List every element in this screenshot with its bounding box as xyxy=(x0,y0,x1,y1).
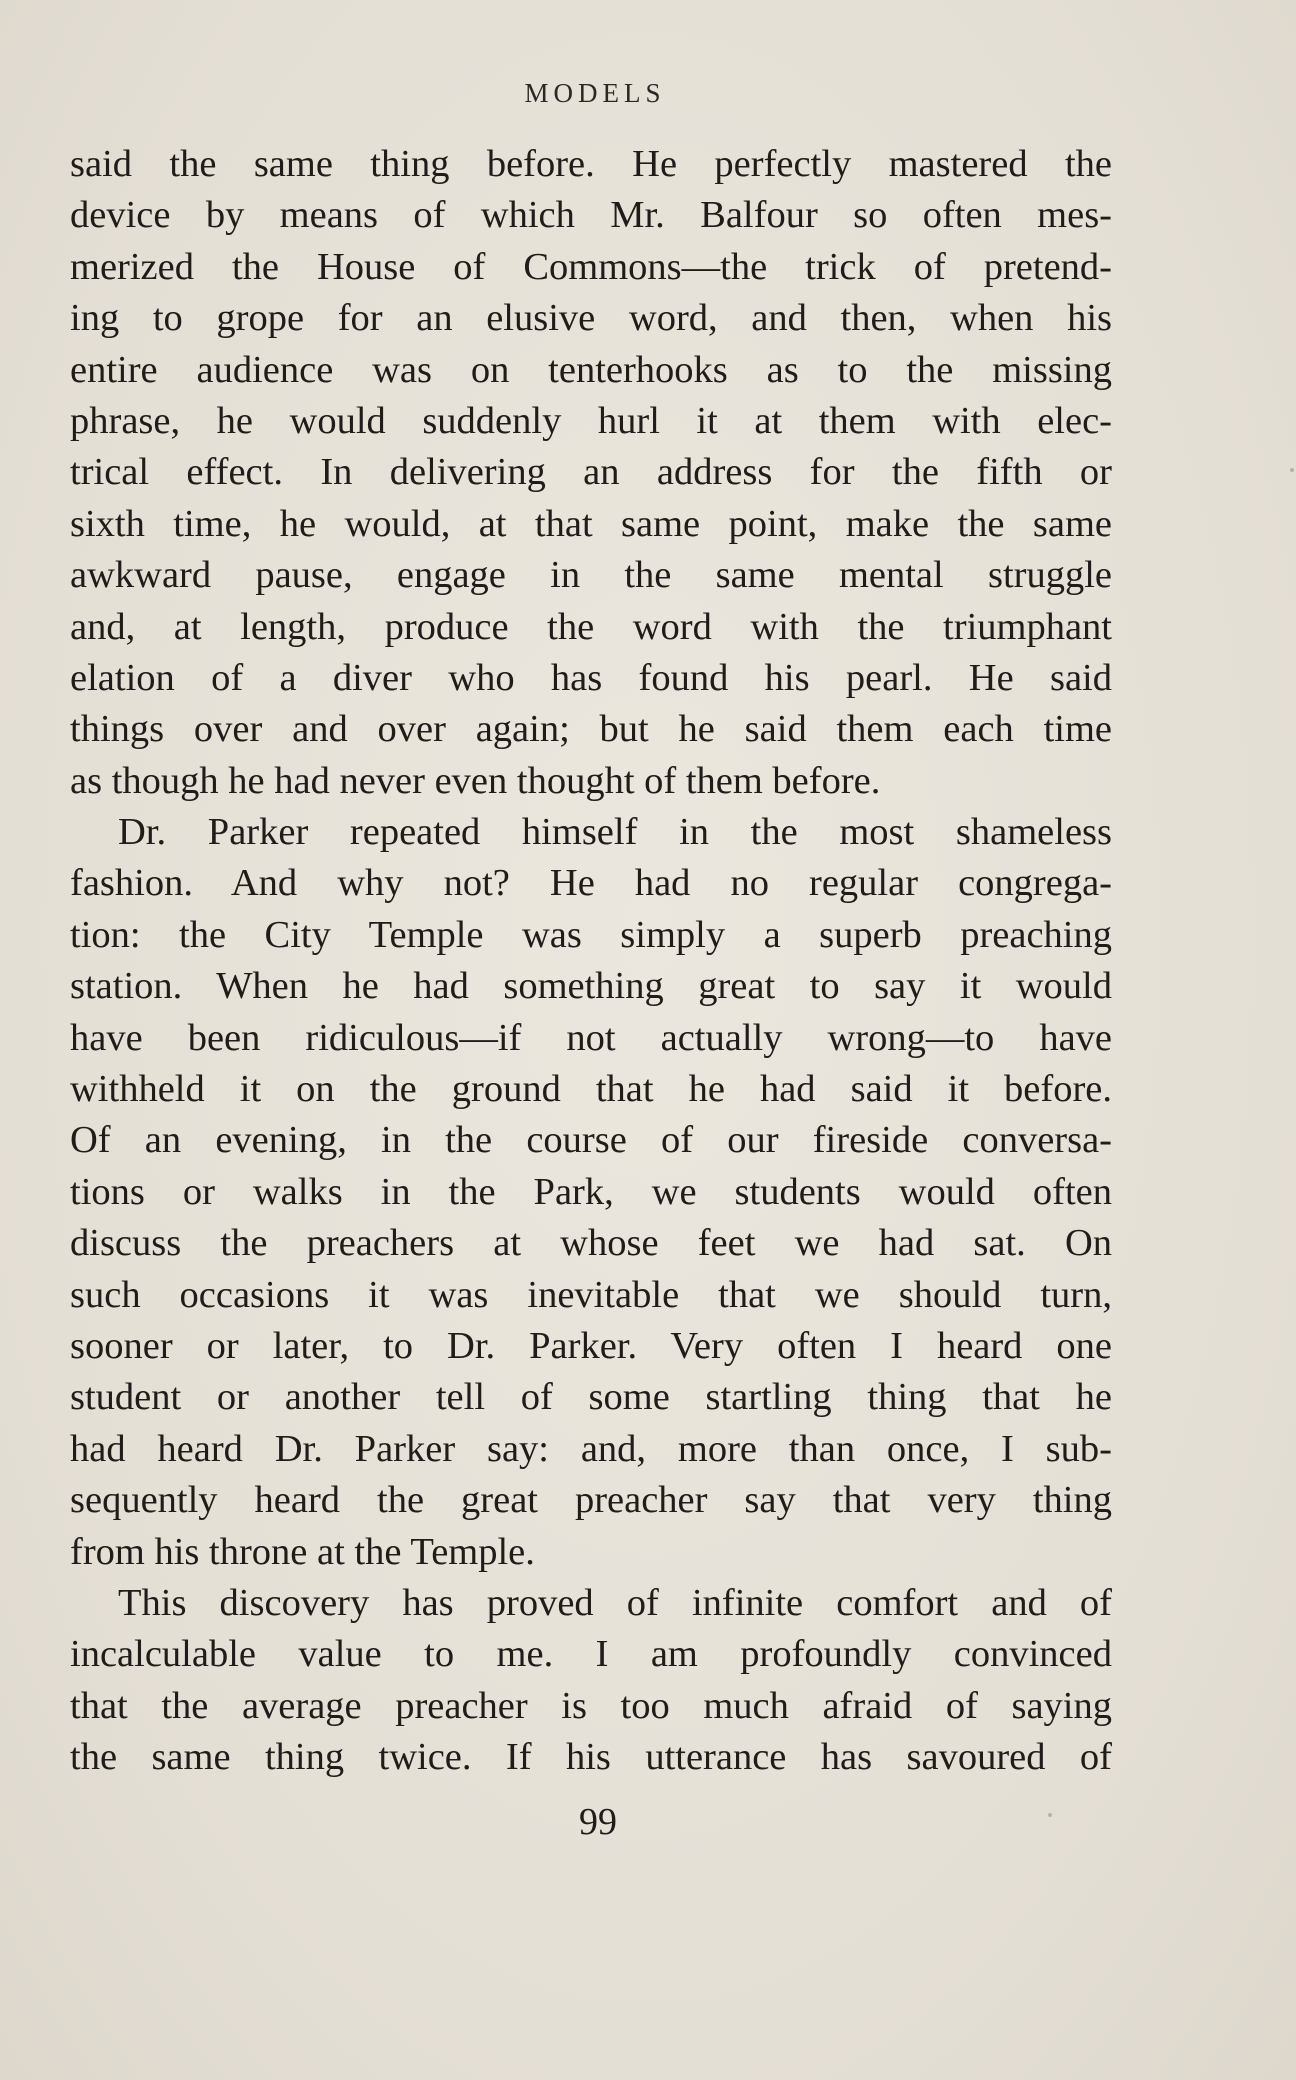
text-line: incalculable value to me. I am profoundly convinced xyxy=(70,1633,1112,1676)
text-line: discuss the preachers at whose feet we had sat. On xyxy=(70,1222,1112,1265)
text-line: ing to grope for an elusive word, and then, when his xyxy=(70,297,1112,340)
text-line: tion: the City Temple was simply a superb preaching xyxy=(70,913,1112,956)
text-line: that the average preacher is too much afraid of saying xyxy=(70,1684,1112,1727)
text-line: withheld it on the ground that he had said it before. xyxy=(70,1068,1112,1111)
text-line: tions or walks in the Park, we students would often xyxy=(70,1170,1112,1213)
text-line: and, at length, produce the word with the triumphant xyxy=(70,605,1112,648)
text-line: awkward pause, engage in the same mental struggle xyxy=(70,554,1112,597)
text-line: student or another tell of some startling thing that he xyxy=(70,1376,1112,1419)
text-line: entire audience was on tenterhooks as to the missing xyxy=(70,348,1112,391)
text-line: said the same thing before. He perfectly mastered the xyxy=(70,143,1112,185)
text-line: have been ridiculous—if not actually wrong—to have xyxy=(70,1016,1112,1059)
paragraph-end-line: from his throne at the Temple. xyxy=(70,1530,535,1573)
text-line: sixth time, he would, at that same point, make the same xyxy=(70,502,1112,545)
body-text xyxy=(70,139,1112,1784)
paper-speck xyxy=(1290,468,1294,472)
paragraph-start-line: This discovery has proved of infinite comfort and of xyxy=(118,1581,1112,1624)
text-line: things over and over again; but he said them each time xyxy=(70,708,1112,751)
text-line: sooner or later, to Dr. Parker. Very often I heard one xyxy=(70,1324,1112,1367)
paragraph-start-line: Dr. Parker repeated himself in the most shameless xyxy=(118,811,1112,854)
text-line: station. When he had something great to say it would xyxy=(70,965,1112,1008)
text-line: elation of a diver who has found his pearl. He said xyxy=(70,656,1112,699)
running-head: MODELS xyxy=(524,78,666,108)
text-line: trical effect. In delivering an address for the fifth or xyxy=(70,451,1112,494)
text-line: phrase, he would suddenly hurl it at them with elec- xyxy=(70,399,1112,442)
text-line: had heard Dr. Parker say: and, more than once, I sub- xyxy=(70,1427,1112,1470)
text-line: fashion. And why not? He had no regular congrega- xyxy=(70,862,1112,905)
paragraph-end-line: as though he had never even thought of them before. xyxy=(70,759,881,802)
text-line: such occasions it was inevitable that we should turn, xyxy=(70,1273,1112,1316)
page-number: 99 xyxy=(579,1801,617,1843)
text-line: device by means of which Mr. Balfour so often mes- xyxy=(70,194,1112,237)
paper-speck xyxy=(1048,1813,1052,1817)
text-line: the same thing twice. If his utterance has savoured of xyxy=(70,1736,1112,1779)
text-line: merized the House of Commons—the trick of pretend- xyxy=(70,245,1112,288)
text-line: sequently heard the great preacher say that very thing xyxy=(70,1479,1112,1522)
text-line: Of an evening, in the course of our fireside conversa- xyxy=(70,1119,1112,1162)
